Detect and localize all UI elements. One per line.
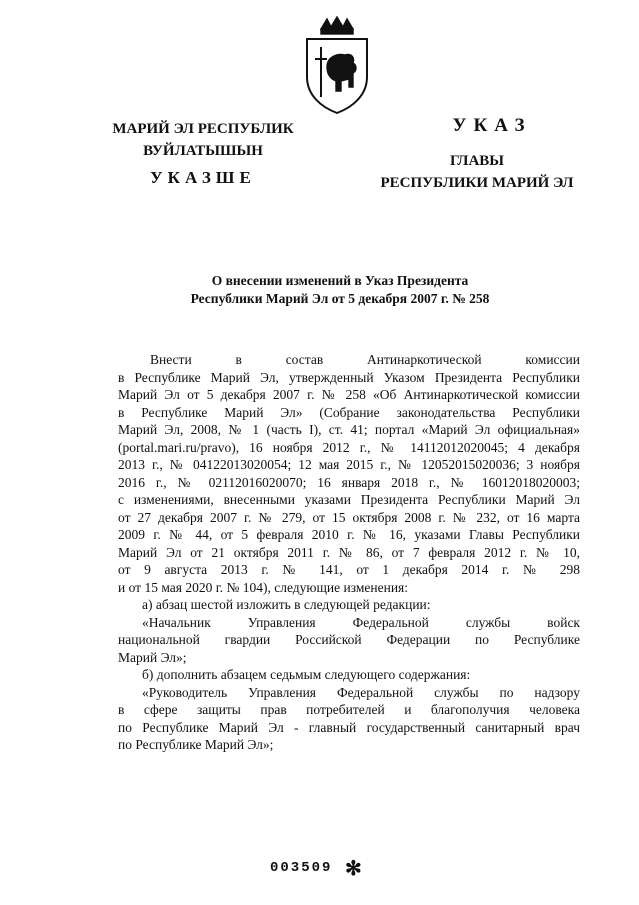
- header-right-institution: [362, 150, 592, 194]
- header-left-institution: [95, 118, 311, 162]
- mari-el-coat-of-arms-icon: [297, 15, 377, 115]
- document-serial-number: 003509: [270, 860, 333, 876]
- body-line: с изменениями, внесенными указами Президента Республики Марий Эл: [118, 492, 580, 507]
- decree-title-line1: О внесении изменений в Указ Президента: [211, 273, 469, 288]
- decree-body: [118, 351, 580, 754]
- body-line: от 9 августа 2013 г. № 141, от 1 декабря 2014 г. № 298: [118, 562, 580, 577]
- body-line: 2013 г., № 04122013020054; 12 мая 2015 г., № 12052015020036; 3 ноября: [118, 457, 580, 472]
- body-line: Внести в состав Антинаркотической комиссии: [150, 352, 580, 367]
- body-line: и от 15 мая 2020 г. № 104), следующие изменения:: [118, 579, 408, 595]
- quote-b-line: по Республике Марий Эл»;: [118, 737, 274, 752]
- quote-a-line: «Начальник Управления Федеральной службы войск: [142, 614, 580, 630]
- body-line: от 27 декабря 2007 г. № 279, от 15 октября 2008 г. № 232, от 16 марта: [118, 509, 580, 525]
- body-line: Марий Эл, 2008, № 1 (часть I), ст. 41; портал «Марий Эл официальная»: [118, 422, 580, 437]
- header-left-line1: МАРИЙ ЭЛ РЕСПУБЛИК: [112, 121, 294, 137]
- body-line: 2009 г. № 44, от 5 февраля 2010 г. № 16, указами Главы Республики: [118, 527, 580, 542]
- body-line: (portal.mari.ru/pravo), 16 ноября 2012 г., № 14112012020045; 4 декабря: [118, 439, 580, 455]
- asterisk-icon: ✻: [345, 858, 362, 880]
- header-right-title: УКАЗ: [452, 115, 532, 136]
- quote-a-line: национальной гвардии Российской Федерации по Республике: [118, 632, 580, 647]
- quote-b-line: в сфере защиты прав потребителей и благополучия человека: [118, 702, 580, 717]
- header-right-line1: ГЛАВЫ: [449, 153, 505, 169]
- header-left-line2: ВУЙЛАТЫШЫН: [143, 143, 263, 159]
- body-line: 2016 г., № 02112016020070; 16 января 2018 г., № 16012018020003;: [118, 474, 580, 490]
- body-line: Марий Эл от 5 декабря 2007 г. № 258 «Об Антинаркотической комиссии: [118, 387, 580, 402]
- body-line: Марий Эл от 21 октября 2011 г. № 86, от 7 февраля 2012 г. № 10,: [118, 544, 580, 560]
- quote-b-line: по Республике Марий Эл - главный государственный санитарный врач: [118, 719, 580, 735]
- body-line: в Республике Марий Эл» (Собрание законодательства Республики: [118, 404, 580, 420]
- header-left-title: УКАЗШЕ: [150, 168, 256, 187]
- quote-a-line: Марий Эл»;: [118, 649, 187, 665]
- item-a: а) абзац шестой изложить в следующей редакции:: [142, 597, 431, 612]
- decree-title: [150, 272, 530, 308]
- decree-title-line2: Республики Марий Эл от 5 декабря 2007 г. № 258: [190, 291, 490, 306]
- header-right-line2: РЕСПУБЛИКИ МАРИЙ ЭЛ: [380, 175, 574, 191]
- item-b: б) дополнить абзацем седьмым следующего содержания:: [142, 667, 471, 682]
- quote-b-line: «Руководитель Управления Федеральной службы по надзору: [142, 684, 580, 700]
- body-line: в Республике Марий Эл, утвержденный Указом Президента Республики: [118, 369, 580, 385]
